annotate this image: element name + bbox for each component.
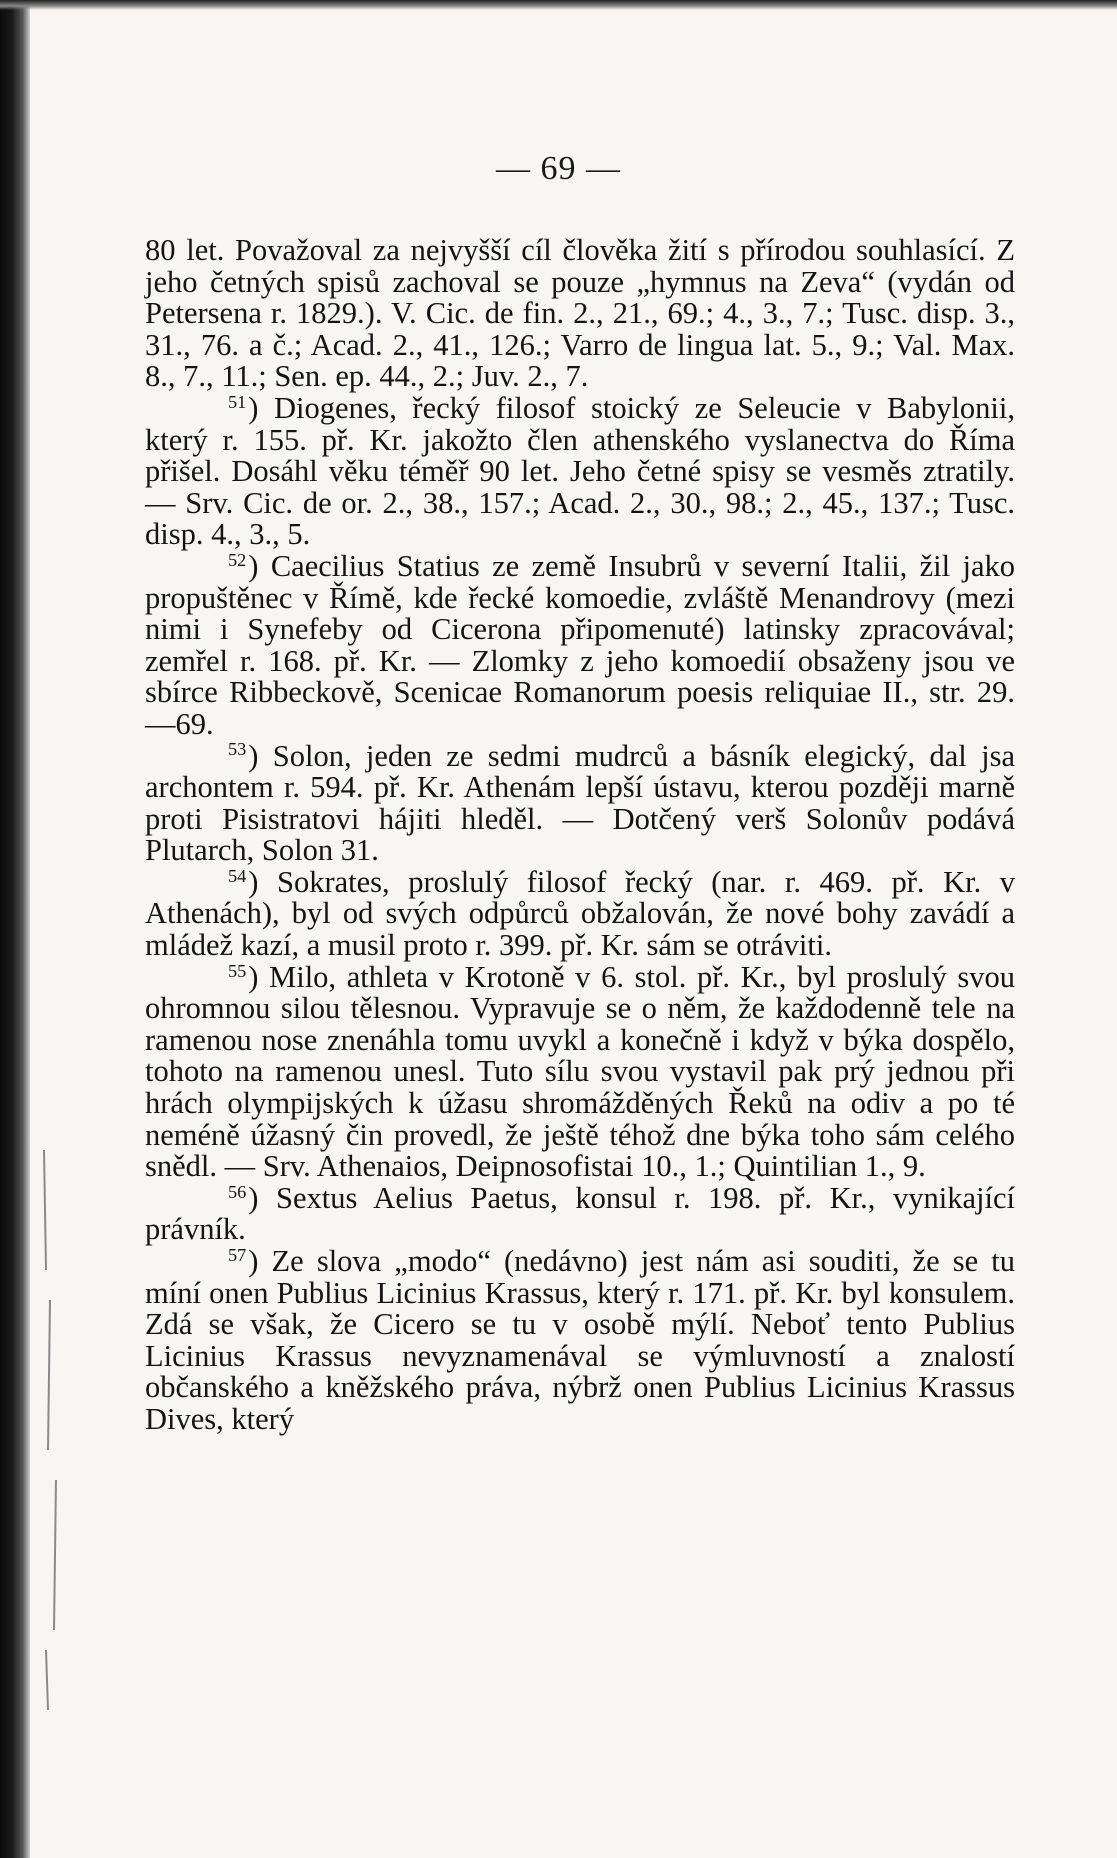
footnote-text: Caecilius Statius ze země Insubrů v severní Italii, žil jako propuštěnec v Římě, kde řecké komoedie, zvláště Menandrovy (mezi nimi i Synefeby od Cicerona připomenuté) latinsky zpracovával; zemřel r. 168. př. Kr. — Zlomky z jeho komoedií obsaženy jsou ve sbírce Ribbeckově, Scenicae Romanorum poesis reliquiae II., str. 29.—69. — [145, 548, 1015, 741]
footnote: $^{51}$) Diogenes, řecký filosof stoický ze Seleucie v Babylonii, který r. 155. př. Kr. jakožto člen athenského vyslanectva do Říma přišel. Dosáhl věku téměř 90 let. Jeho četné spisy se vesměs ztratily. — Srv. Cic. de or. 2., 38., 157.; Acad. 2., 30., 98.; 2., 45., 137.; Tusc. disp. 4., 3., 5. — [145, 390, 1015, 552]
footnote-text: Ze slova „modo“ (nedávno) jest nám asi souditi, že se tu míní onen Publius Licinius Krassus, který r. 171. př. Kr. byl konsulem. Zdá se však, že Cicero se tu v osobě mýlí. Neboť tento Publius Licinius Krassus nevyznamenával se výmluvností a znalostí občanského a kněžského práva, nýbrž onen Publius Licinius Krassus Dives, který — [145, 1244, 1015, 1436]
footnote: $^{53}$) Solon, jeden ze sedmi mudrců a básník elegický, dal jsa archontem r. 594. př. Kr. Athenám lepší ústavu, kterou později marně proti Pisistratovi hájiti hleděl. — Dotčený verš Solonův podává Plutarch, Solon 31. — [145, 738, 1015, 868]
footnote-number: 57 — [228, 1244, 247, 1265]
footnote-number: 56 — [228, 1181, 247, 1202]
opening-paragraph: 80 let. Považoval za nejvyšší cíl člověka žití s přírodou souhlasící. Z jeho četných spisů zachoval se pouze „hymnus na Zeva“ (vydán od Petersena r. 1829.). V. Cic. de fin. 2., 21., 69.; 4., 3., 7.; Tusc. disp. 3., 31., 76. a č.; Acad. 2., 41., 126.; Varro de lingua lat. 5., 9.; Val. Max. 8., 7., 11.; Sen. ep. 44., 2.; Juv. 2., 7. — [145, 233, 1015, 394]
footnote: $^{55}$) Milo, athleta v Krotoně v 6. stol. př. Kr., byl proslulý svou ohromnou silou tělesnou. Vypravuje se o něm, že každodenně tele na ramenou nose znenáhla tomu uvykl a konečně i když v býka dospělo, tohoto na ramenou unesl. Tuto sílu svou vystavil pak prý jednou při hrách olympijských k úžasu shromážděných Řeků na odiv a po té neméně úžasný čin provedl, že ještě téhož dne býka toho sám celého snědl. — Srv. Athenaios, Deipnosofistai 10., 1.; Quintilian 1., 9. — [145, 959, 1015, 1184]
gutter-marks — [36, 1150, 76, 1710]
footnote-text: Milo, athleta v Krotoně v 6. stol. př. Kr., byl proslulý svou ohromnou silou tělesnou. Vypravuje se o něm, že každodenně tele na ramenou nose znenáhla tomu uvykl a konečně i když v býka dospělo, tohoto na ramenou unesl. Tuto sílu svou vystavil pak prý jednou při hrách olympijských k úžasu shromážděných Řeků na odiv a po té neméně úžasný čin provedl, že ještě téhož dne býka toho sám celého snědl. — Srv. Athenaios, Deipnosofistai 10., 1.; Quintilian 1., 9. — [145, 959, 1015, 1184]
footnote-number: 52 — [228, 549, 247, 570]
footnote: $^{54}$) Sokrates, proslulý filosof řecký (nar. r. 469. př. Kr. v Athenách), byl od svých odpůrců obžalován, že nové bohy zavádí a mládež kazí, a musil proto r. 399. př. Kr. sám se otráviti. — [145, 864, 1015, 963]
footnote-text: Solon, jeden ze sedmi mudrců a básník elegický, dal jsa archontem r. 594. př. Kr. Athenám lepší ústavu, kterou později marně proti Pisistratovi hájiti hleděl. — Dotčený verš Solonův podává Plutarch, Solon 31. — [145, 738, 1015, 868]
footnote-number: 53 — [228, 739, 247, 760]
body-text — [145, 235, 1015, 1436]
footnote-text: Sextus Aelius Paetus, konsul r. 198. př. Kr., vynikající právník. — [145, 1180, 1015, 1247]
footnote: $^{52}$) Caecilius Statius ze země Insubrů v severní Italii, žil jako propuštěnec v Římě, kde řecké komoedie, zvláště Menandrovy (mezi nimi i Synefeby od Cicerona připomenuté) latinsky zpracovával; zemřel r. 168. př. Kr. — Zlomky z jeho komoedií obsaženy jsou ve sbírce Ribbeckově, Scenicae Romanorum poesis reliquiae II., str. 29.—69. — [145, 548, 1015, 741]
page-number: — 69 — — [496, 150, 621, 187]
footnote: $^{56}$) Sextus Aelius Paetus, konsul r. 198. př. Kr., vynikající právník. — [145, 1180, 1015, 1247]
footnote-number: 54 — [228, 865, 247, 886]
footnote-number: 51 — [228, 391, 247, 412]
footnote-text: Diogenes, řecký filosof stoický ze Seleucie v Babylonii, který r. 155. př. Kr. jakožto člen athenského vyslanectva do Říma přišel. Dosáhl věku téměř 90 let. Jeho četné spisy se vesměs ztratily. — Srv. Cic. de or. 2., 38., 157.; Acad. 2., 30., 98.; 2., 45., 137.; Tusc. disp. 4., 3., 5. — [145, 390, 1015, 552]
footnote-number: 55 — [228, 960, 247, 981]
binding-edge — [0, 0, 30, 1858]
footnote: $^{57}$) Ze slova „modo“ (nedávno) jest nám asi souditi, že se tu míní onen Publius Licinius Krassus, který r. 171. př. Kr. byl konsulem. Zdá se však, že Cicero se tu v osobě mýlí. Neboť tento Publius Licinius Krassus nevyznamenával se výmluvností a znalostí občanského a kněžského práva, nýbrž onen Publius Licinius Krassus Dives, který — [145, 1244, 1015, 1436]
footnote-text: Sokrates, proslulý filosof řecký (nar. r. 469. př. Kr. v Athenách), byl od svých odpůrců obžalován, že nové bohy zavádí a mládež kazí, a musil proto r. 399. př. Kr. sám se otráviti. — [145, 864, 1015, 963]
top-edge-shadow — [0, 0, 1117, 10]
